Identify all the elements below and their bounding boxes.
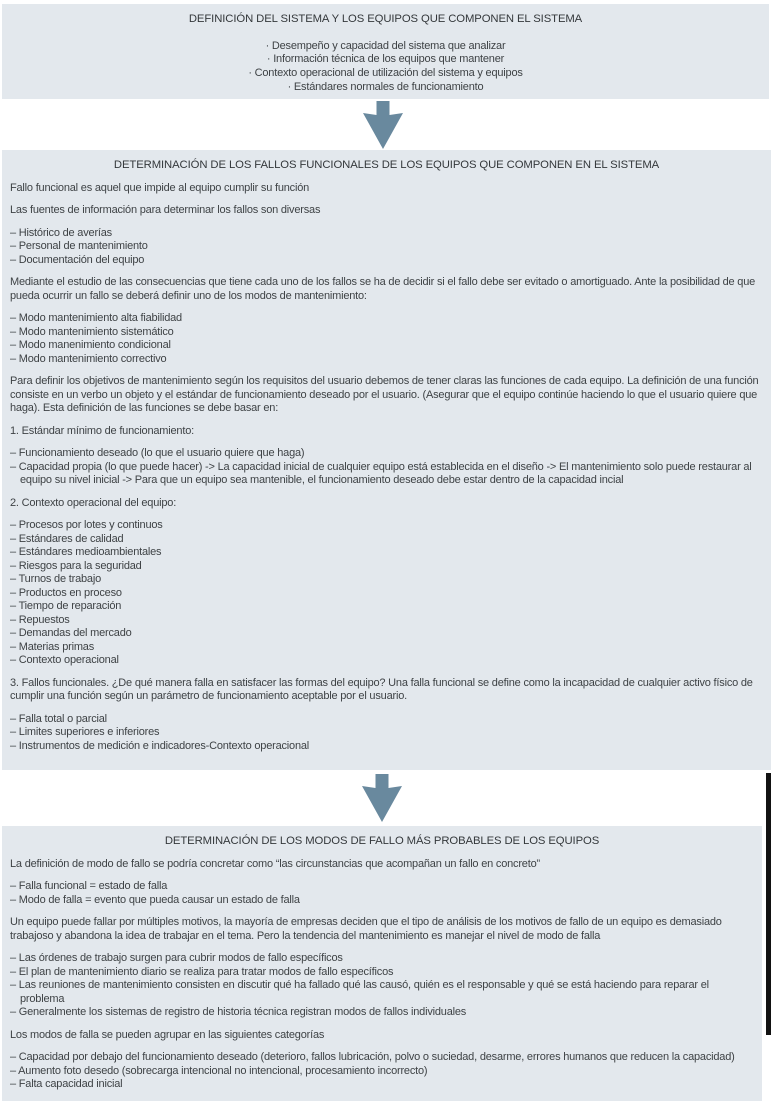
list-item: – Las reuniones de mantenimiento consisten en discutir qué ha fallado qué las causó, quién es el responsable y qué se está haciendo para reparar el problema — [10, 979, 709, 1005]
bullet-item: · Información técnica de los equipos que mantener — [266, 53, 505, 66]
definicion-box-title: DEFINICIÓN DEL SISTEMA Y LOS EQUIPOS QUE COMPONEN EL SISTEMA — [188, 13, 583, 25]
modos-box-title: DETERMINACIÓN DE LOS MODOS DE FALLO MÁS PROBABLES DE LOS EQUIPOS — [164, 835, 600, 847]
list-item: – Generalmente los sistemas de registro de historia técnica registran modos de fallos individuales — [10, 1006, 467, 1018]
paragraph: Mediante el estudio de las consecuencias que tiene cada uno de los fallos se ha de decidir si el fallo debe ser evitado o amortiguado. Ante la posibilidad de que pueda ocurrir un fallo se deberá definir uno de los modos de mantenimiento: — [10, 276, 756, 302]
dash-list — [10, 447, 763, 488]
definicion-bullet-list — [2, 40, 769, 95]
dash-list — [10, 1051, 754, 1092]
fallos-funcionales-box — [2, 150, 771, 770]
list-item: – Limites superiores e inferiores — [10, 726, 160, 738]
list-item: – Tiempo de reparación — [10, 600, 122, 612]
list-item: – Contexto operacional — [10, 654, 119, 666]
list-item: – Estándares medioambientales — [10, 546, 162, 558]
numbered-heading: 2. Contexto operacional del equipo: — [10, 496, 177, 509]
paragraph: Fallo funcional es aquel que impide al equipo cumplir su función — [10, 181, 310, 194]
list-item: – Modo mantenimiento sistemático — [10, 325, 174, 338]
list-item: – Riesgos para la seguridad — [10, 559, 142, 572]
dash-list — [10, 227, 763, 268]
modos-de-fallo-box — [2, 826, 762, 1101]
list-item: – Modo mantenimiento alta fiabilidad — [10, 312, 182, 324]
down-arrow-icon — [363, 101, 403, 149]
paragraph: Los modos de falla se pueden agrupar en las siguientes categorías — [10, 1028, 325, 1041]
list-item: – Capacidad por debajo del funcionamiento deseado (deterioro, fallos lubricación, polvo o suciedad, desarme, errores humanos que reducen la capacidad) — [10, 1051, 735, 1063]
list-item: – Modo de falla = evento que pueda causar un estado de falla — [10, 893, 300, 906]
paragraph: Las fuentes de información para determinar los fallos son diversas — [10, 204, 321, 216]
list-item: – Falla funcional = estado de falla — [10, 880, 168, 892]
bullet-item: · Desempeño y capacidad del sistema que analizar — [265, 39, 506, 52]
dash-list — [10, 713, 763, 754]
list-item: – Modo manenimiento condicional — [10, 339, 171, 351]
list-item: – Instrumentos de medición e indicadores-Contexto operacional — [10, 739, 310, 752]
list-item: – Estándares de calidad — [10, 532, 124, 545]
list-item: – Personal de mantenimiento — [10, 240, 148, 252]
list-item: – El plan de mantenimiento diario se realiza para tratar modos de fallo específicos — [10, 965, 394, 978]
bullet-item: · Contexto operacional de utilización del sistema y equipos — [248, 66, 523, 79]
paragraph: Para definir los objetivos de mantenimiento según los requisitos del usuario debemos de tener claras las funciones de cada equipo. La definición de una función consiste en un verbo un objeto y el estándar de funcionamiento deseado por el usuario. (Asegurar que el equipo continúe haciendo lo que el usuario quiere que haga). Esta definición de las funciones se debe basar en: — [10, 375, 759, 414]
list-item: – Aumento foto desedo (sobrecarga intencional no intencional, procesamiento incorrecto) — [10, 1064, 428, 1077]
list-item: – Materias primas — [10, 640, 95, 653]
definicion-sistema-box — [2, 4, 769, 99]
paragraph: 3. Fallos funcionales. ¿De qué manera falla en satisfacer las formas del equipo? Una falla funcional se define como la incapacidad de cualquier activo físico de cumplir una función según un parámetro de funcionamiento aceptable por el usuario. — [10, 676, 753, 702]
list-item: – Repuestos — [10, 613, 70, 626]
list-item: – Productos en proceso — [10, 586, 122, 599]
list-item: – Turnos de trabajo — [10, 573, 101, 585]
list-item: – Falta capacidad inicial — [10, 1078, 123, 1090]
list-item: – Las órdenes de trabajo surgen para cubrir modos de fallo específicos — [10, 952, 343, 964]
paragraph: La definición de modo de fallo se podría concretar como “las circunstancias que acompañan un fallo en concreto” — [10, 857, 540, 870]
numbered-heading: 1. Estándar mínimo de funcionamiento: — [10, 424, 194, 437]
dash-list — [10, 880, 754, 907]
list-item: – Funcionamiento deseado (lo que el usuario quiere que haga) — [10, 447, 305, 459]
bullet-item: · Estándares normales de funcionamiento — [287, 80, 484, 93]
fallos-box-title: DETERMINACIÓN DE LOS FALLOS FUNCIONALES DE LOS EQUIPOS QUE COMPONEN EN EL SISTEMA — [113, 159, 660, 171]
dash-list — [10, 519, 763, 668]
paragraph: Un equipo puede fallar por múltiples motivos, la mayoría de empresas deciden que el tipo de análisis de los motivos de fallo de un equipo es demasiado trabajoso y abandona la idea de trabajar en el tema. Pero la tendencia del mantenimiento es manejar el nivel de modo de falla — [10, 916, 722, 942]
dash-list — [10, 952, 754, 1020]
list-item: – Modo mantenimiento correctivo — [10, 352, 167, 365]
list-item: – Documentación del equipo — [10, 253, 145, 266]
scan-artifact-bar — [766, 773, 771, 1035]
list-item: – Capacidad propia (lo que puede hacer) -> La capacidad inicial de cualquier equipo está establecida en el diseño -> El mantenimiento solo puede restaurar al equipo su nivel inicial -> Para que un equipo sea mantenible, el funcionamiento deseado debe estar dentro de la capacidad incial — [10, 460, 752, 486]
list-item: – Histórico de averías — [10, 226, 112, 239]
down-arrow-icon — [362, 774, 402, 822]
dash-list — [10, 312, 763, 366]
list-item: – Falla total o parcial — [10, 712, 107, 725]
list-item: – Procesos por lotes y continuos — [10, 519, 163, 531]
list-item: – Demandas del mercado — [10, 627, 132, 639]
